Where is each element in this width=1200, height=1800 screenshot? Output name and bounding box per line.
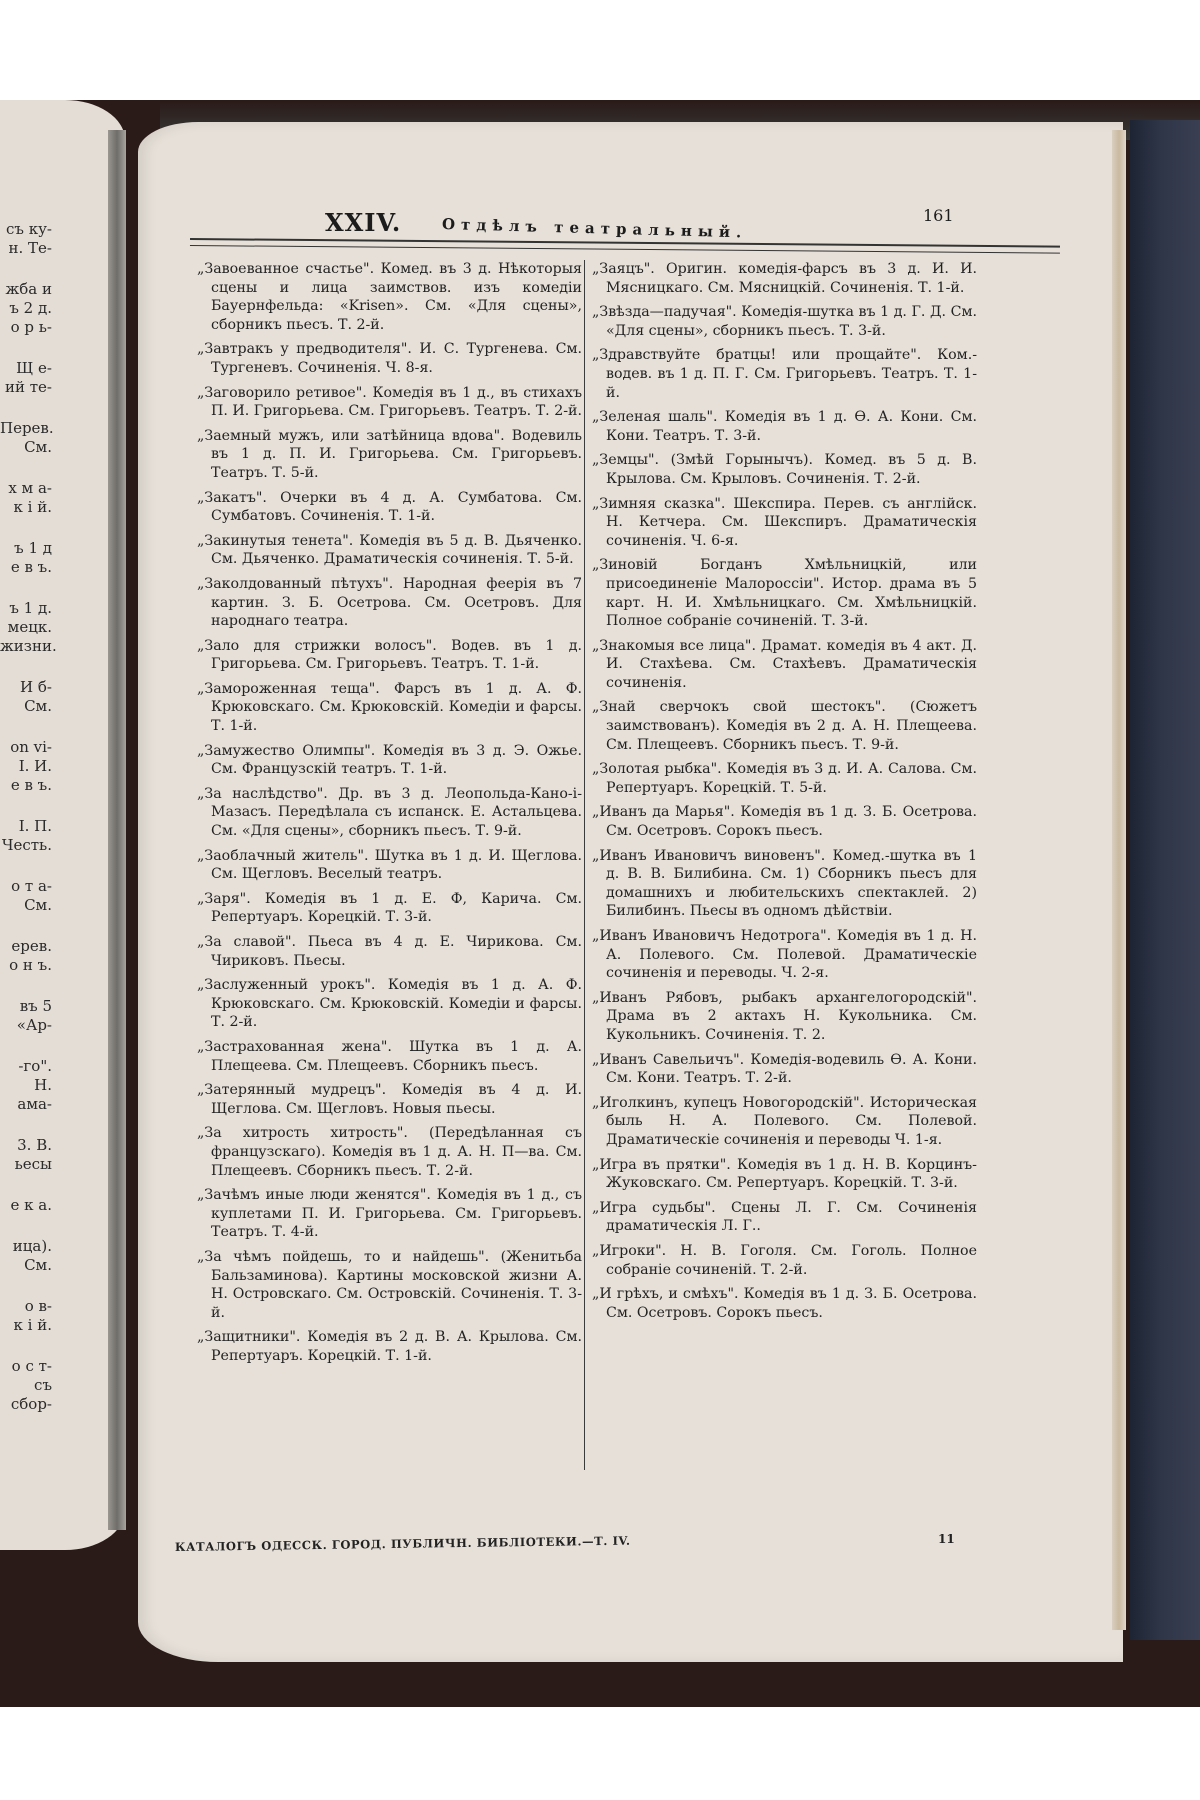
left-page-fragment: е в ъ. [10, 776, 52, 794]
catalog-entry [592, 1199, 977, 1236]
left-page-fragment: е в ъ. [10, 558, 52, 576]
entry-title: „Защитники". [197, 1329, 301, 1346]
entry-title: „Закатъ". [197, 489, 267, 506]
left-page-fragment [0, 855, 52, 877]
entry-title: „Иванъ да Марья". [592, 804, 735, 821]
catalog-entry [197, 680, 582, 736]
entry-title: „Заслуженный урокъ". [197, 977, 376, 994]
entry-description: (Женитьба Бальзаминова). Картины московской жизни А. Н. Островскаго. См. Островскій. Сочиненія. Т. 3-й. [211, 1248, 582, 1321]
catalog-entry [592, 1094, 977, 1150]
left-page-fragment: ица). [12, 1237, 52, 1255]
entry-description: Фарсъ въ 1 д. А. Ф. Крюковскаго. См. Крюковскій. Комедіи и фарсы. Т. 1-й. [211, 680, 582, 735]
left-page-fragment: И б- [20, 678, 52, 696]
entry-description: Комед. въ 3 д. Нѣкоторыя сцены и лица заимствов. изъ комедіи Бауернфельда: «Krisen». См. «Для сцены», сборникъ пьесъ. Т. 2-й. [211, 261, 582, 333]
left-page-fragment: I. П. [18, 817, 52, 835]
entry-title: „Зимняя сказка". [592, 495, 726, 512]
right-column [592, 260, 977, 1328]
catalog-entry [197, 1186, 582, 1242]
entry-description: Очерки въ 4 д. А. Сумбатова. См. Сумбатовъ. Сочиненія. Т. 1-й. [211, 489, 582, 525]
catalog-entry [592, 1242, 977, 1279]
catalog-entry [197, 384, 582, 421]
left-page-fragment [0, 915, 52, 937]
entry-title: „За чѣмъ пойдешь, то и найдешь". [197, 1248, 490, 1265]
left-page [0, 100, 125, 1550]
entry-description: Ком.-водев. въ 1 д. П. Г. См. Григорьевъ. Театръ. Т. 1-й. [606, 347, 978, 401]
left-page-fragment: ъ 1 д. [9, 599, 52, 617]
left-page-fragment: н. Те- [8, 239, 52, 257]
catalog-entry [197, 1124, 582, 1180]
left-page-fragment [0, 1174, 52, 1196]
entry-description: Комедія въ 3 д. И. А. Салова. См. Репертуаръ. Корецкій. Т. 5-й. [606, 761, 977, 796]
entry-description: (Змѣй Горынычъ). Комед. въ 5 д. В. Крылова. См. Крыловъ. Сочиненія. Т. 2-й. [606, 452, 977, 487]
entry-title: „Игра въ прятки". [592, 1156, 731, 1173]
left-page-fragment: съ ку- [6, 220, 52, 238]
catalog-entry [592, 927, 977, 983]
entry-title: „Зачѣмъ иные люди женятся". [197, 1187, 431, 1204]
catalog-entry [592, 495, 977, 551]
left-page-fragment: ерев. [11, 937, 52, 955]
catalog-entry [592, 1051, 977, 1088]
entry-description: Н. В. Гоголя. См. Гоголь. Полное собраніе сочиненій. Т. 2-й. [606, 1242, 977, 1278]
left-page-fragment: ьесы [14, 1155, 52, 1173]
entry-description: Комедія въ 1 д. А. Ф. Крюковскаго. См. Крюковскій. Комедіи и фарсы. Т. 2-й. [211, 977, 582, 1031]
entry-title: „Замужество Олимпы". [197, 742, 376, 759]
catalog-entry [197, 742, 582, 779]
entry-description: Комедія въ 1 д., въ стихахъ П. И. Григорьева. См. Григорьевъ. Театръ. Т. 2-й. [211, 384, 583, 420]
entry-title: „Иванъ Савельичъ". [592, 1051, 745, 1068]
entry-title: „Игроки". [592, 1242, 667, 1259]
entry-description: Комедія въ 2 д. В. А. Крылова. См. Репертуаръ. Корецкій. Т. 1-й. [211, 1329, 582, 1364]
entry-description: Шекспира. Перев. съ англійск. Н. Кетчера. См. Шекспиръ. Драматическія сочиненія. Ч. 6-я. [606, 495, 977, 549]
entry-title: „Застрахованная жена". [197, 1038, 392, 1055]
entry-title: „Заоблачный житель". [197, 847, 369, 864]
entry-description: Драмат. комедія въ 4 акт. Д. И. Стахѣева. См. Стахѣевъ. Драматическія сочиненія. [606, 637, 978, 691]
catalog-entry [592, 803, 977, 840]
left-page-fragment [0, 1215, 52, 1237]
footer-catalog-title: КАТАЛОГЪ ОДЕССК. ГОРОД. ПУБЛИЧН. БИБЛIОТЕКИ.—Т. IV. [174, 1533, 631, 1554]
left-page-fragment [0, 1035, 52, 1057]
page-number: 161 [923, 206, 954, 225]
left-page-fragment: жба и [5, 280, 52, 298]
catalog-entry [197, 847, 582, 884]
left-page-fragment: о с т- [11, 1357, 52, 1375]
entry-description: Комедія въ 1 д. Ѳ. А. Кони. См. Кони. Театръ. Т. 3-й. [606, 409, 977, 444]
catalog-entry [197, 976, 582, 1032]
catalog-entry [197, 340, 582, 377]
entry-title: „Зиновій Богданъ Хмѣльницкій, или присоединеніе Малороссіи". [592, 557, 977, 592]
catalog-entry [197, 1328, 582, 1365]
entry-title: „Знакомыя все лица". [592, 637, 756, 654]
left-page-fragment: ий те- [4, 378, 52, 396]
entry-title: „Завтракъ у предводителя". [197, 341, 412, 358]
entry-title: „Иванъ Рябовъ, рыбакъ архангелогородскій". [592, 989, 977, 1006]
entry-title: „Иголкинъ, купецъ Новогородскій". [592, 1094, 865, 1111]
section-title: Отдѣлъ театральный. [441, 215, 748, 242]
catalog-entry [592, 451, 977, 488]
entry-description: Комедія въ 3 д. Э. Ожье. См. Французскій театръ. Т. 1-й. [211, 742, 582, 778]
left-page-fragment [0, 577, 52, 599]
entry-description: Шутка въ 1 д. А. Плещеева. См. Плещеевъ. Сборникъ пьесъ. [211, 1038, 583, 1074]
left-page-fragment: е к а. [10, 1196, 52, 1214]
entry-description: Комедія-водевиль Ѳ. А. Кони. См. Кони. Театръ. Т. 2-й. [606, 1051, 977, 1087]
entry-description: Народная феерія въ 7 картин. З. Б. Осетрова. См. Осетровъ. Для народнаго театра. [211, 575, 582, 630]
left-page-fragment [0, 258, 52, 280]
left-page-fragment: -го". [18, 1057, 52, 1075]
left-page-fragment: «Ар- [16, 1016, 52, 1034]
entry-title: „Здравствуйте братцы! или прощайте". [592, 347, 922, 364]
left-page-fragment: Щ е- [16, 359, 52, 377]
column-divider [584, 260, 585, 1470]
catalog-entry [592, 637, 977, 693]
entry-title: „Замороженная теща". [197, 680, 380, 697]
entry-description: Комедія-шутка въ 1 д. Г. Д. См. «Для сцены», сборникъ пьесъ. Т. 3-й. [606, 304, 977, 339]
entry-description: Оригин. комедія-фарсъ въ 3 д. И. И. Мясницкаго. См. Мясницкій. Сочиненія. Т. 1-й. [606, 261, 978, 296]
left-page-fragment: Честь. [1, 836, 52, 854]
left-page-fragment: съ [34, 1376, 52, 1394]
left-page-fragment: I. И. [18, 757, 52, 775]
left-page-fragment: См. [24, 1256, 52, 1274]
catalog-entry [592, 260, 977, 297]
entry-description: Комедія въ 1 д. З. Б. Осетрова. См. Осетровъ. Сорокъ пьесъ. [606, 804, 977, 840]
left-page-text-fragments [0, 220, 57, 1414]
left-page-fragment: 3. В. [17, 1136, 52, 1154]
catalog-entry [592, 698, 977, 754]
left-page-fragment: к і й. [13, 498, 52, 516]
entry-title: „Иванъ Ивановичъ Недотрога". [592, 928, 832, 944]
left-page-fragment: сбор- [10, 1395, 52, 1413]
entry-description: Комедія въ 1 д. Н. В. Корцинъ-Жуковскаго. См. Репертуаръ. Корецкій. Т. 3-й. [606, 1156, 977, 1192]
entry-description: Комед.-шутка въ 1 д. В. В. Билибина. См. 1) Сборникъ пьесъ для домашнихъ и любительскихъ спектаклей. 2) Билибинъ. Пьесы въ одномъ дѣйствіи. [606, 847, 978, 920]
entry-title: „Заря". [197, 890, 251, 907]
left-page-fragment [0, 517, 52, 539]
entry-title: „Зало для стрижки волосъ". [197, 637, 437, 654]
entry-description: Комедія въ 4 д. И. Щеглова. См. Щегловъ. Новыя пьесы. [211, 1082, 582, 1117]
book-gutter [108, 130, 126, 1530]
catalog-entry [592, 1156, 977, 1193]
entry-description: Драма въ 2 актахъ Н. Кукольника. См. Кукольникъ. Сочиненія. Т. 2. [606, 1008, 977, 1043]
book-photograph [0, 100, 1200, 1707]
entry-description: И. С. Тургенева. См. Тургеневъ. Сочиненія. Ч. 8-я. [211, 341, 582, 376]
catalog-entry [197, 427, 582, 483]
section-number: XXIV. [325, 208, 402, 237]
left-page-fragment: См. [24, 438, 52, 456]
left-page-fragment: Н. [34, 1076, 52, 1094]
left-page-fragment [0, 1335, 52, 1357]
catalog-entry [197, 1038, 582, 1075]
entry-title: „Закинутыя тенета". [197, 532, 354, 549]
left-page-fragment: on vi- [10, 738, 52, 756]
catalog-entry [592, 847, 977, 921]
catalog-entry [197, 1248, 582, 1322]
entry-description: (Сюжетъ заимствованъ). Комедія въ 2 д. А. Н. Плещеева. См. Плещеевъ. Сборникъ пьесъ. Т. 9-й. [606, 699, 977, 753]
entry-title: „Заколдованный пѣтухъ". [197, 575, 394, 592]
entry-description: Др. въ 3 д. Леопольда-Кано-і-Мазасъ. Передѣлала съ испанск. Е. Астальцева. См. «Для сцены», сборникъ пьесъ. Т. 9-й. [211, 785, 582, 840]
left-page-fragment: ама- [17, 1095, 52, 1113]
catalog-entry [592, 408, 977, 445]
entry-title: „Завоеванное счастье". [197, 261, 375, 277]
left-page-fragment [0, 656, 52, 678]
page-edge [1112, 130, 1126, 1630]
left-page-fragment [0, 795, 52, 817]
entry-title: „Заяцъ". [592, 261, 655, 277]
left-page-fragment: См. [24, 896, 52, 914]
entry-description: Сцены Л. Г. См. Сочиненія драматическія Л. Г.. [606, 1199, 977, 1235]
left-page-fragment [0, 337, 52, 359]
entry-title: „И грѣхъ, и смѣхъ". [592, 1286, 739, 1303]
entry-description: Комедія въ 1 д., съ куплетами П. И. Григорьева. См. Григорьевъ. Театръ. Т. 4-й. [211, 1187, 582, 1241]
left-page-fragment [0, 716, 52, 738]
entry-title: „Золотая рыбка". [592, 761, 722, 778]
entry-description: Историческая быль Н. А. Полевого. См. Полевой. Драматическіе сочиненія и переводы Ч. 1-я. [606, 1094, 977, 1148]
catalog-entry [197, 933, 582, 970]
catalog-entry [197, 1081, 582, 1118]
catalog-entry [197, 532, 582, 569]
entry-description: Шутка въ 1 д. И. Щеглова. См. Щегловъ. Веселый театръ. [211, 847, 582, 883]
catalog-entry [592, 303, 977, 340]
catalog-entry [592, 760, 977, 797]
book-cover-right [1130, 120, 1200, 1640]
entry-description: Водев. въ 1 д. Григорьева. См. Григорьевъ. Театръ. Т. 1-й. [211, 637, 582, 673]
entry-title: „За хитрость хитрость". [197, 1125, 408, 1142]
entry-title: „Земцы". [592, 452, 660, 469]
entry-description: Комедія въ 1 д. Е. Ф, Карича. См. Репертуаръ. Корецкій. Т. 3-й. [211, 890, 582, 926]
footer-signature-mark: 11 [938, 1532, 955, 1546]
left-page-fragment: о н ъ. [9, 956, 52, 974]
entry-description: Комедія въ 1 д. Н. А. Полевого. См. Полевой. Драматическіе сочиненія и переводы. Ч. 2-я. [606, 928, 977, 982]
entry-title: „Зеленая шаль". [592, 409, 718, 426]
left-column [197, 260, 582, 1371]
left-page-fragment [0, 457, 52, 479]
left-page-fragment: жизни. [0, 637, 57, 655]
entry-title: „Знай сверчокъ свой шестокъ". [592, 699, 886, 716]
entry-title: „Игра судьбы". [592, 1199, 716, 1216]
entry-title: „Звѣзда—падучая". [592, 304, 737, 321]
catalog-entry [592, 556, 977, 630]
left-page-fragment: ъ 1 д [14, 539, 52, 557]
left-page-fragment [0, 397, 52, 419]
entry-description: Водевиль въ 1 д. П. И. Григорьева. См. Григорьевъ. Театръ. Т. 5-й. [211, 427, 583, 481]
catalog-entry [592, 1285, 977, 1322]
entry-description: Комедія въ 5 д. В. Дьяченко. См. Дьяченко. Драматическія сочиненія. Т. 5-й. [211, 532, 582, 568]
left-page-fragment: въ 5 [19, 997, 52, 1015]
page-footer [174, 1532, 975, 1570]
left-page-fragment: к і й. [13, 1316, 52, 1334]
catalog-entry [197, 890, 582, 927]
left-page-fragment: о р ь- [10, 318, 52, 336]
left-page-fragment: мецк. [7, 618, 52, 636]
entry-title: „Заговорило ретивое". [197, 384, 367, 401]
catalog-entry [197, 637, 582, 674]
left-page-fragment [0, 1275, 52, 1297]
catalog-entry [592, 346, 977, 402]
left-page-fragment: ъ 2 д. [9, 299, 52, 317]
entry-title: „За славой". [197, 934, 296, 950]
entry-description: Комедія въ 1 д. З. Б. Осетрова. См. Осетровъ. Сорокъ пьесъ. [606, 1286, 977, 1321]
entry-title: „Заемный мужъ, или затѣйница вдова". [197, 427, 505, 444]
left-page-fragment: См. [24, 697, 52, 715]
catalog-entry [197, 575, 582, 631]
left-page-fragment: х м а- [8, 479, 52, 497]
entry-title: „За наслѣдство". [197, 785, 328, 802]
catalog-entry [592, 989, 977, 1045]
entry-title: „Затерянный мудрецъ". [197, 1082, 387, 1099]
left-page-fragment [0, 1114, 52, 1136]
left-page-fragment: о т а- [11, 877, 52, 895]
catalog-entry [197, 489, 582, 526]
catalog-entry [197, 260, 582, 334]
entry-description: Истор. драма въ 5 карт. Н. И. Хмѣльницкаго. См. Хмѣльницкій. Полное собраніе сочиненій. Т. 3-й. [606, 575, 977, 630]
left-page-fragment: о в- [24, 1297, 52, 1315]
catalog-entry [197, 785, 582, 841]
entry-title: „Иванъ Ивановичъ виновенъ". [592, 847, 826, 864]
entry-description: Пьеса въ 4 д. Е. Чирикова. См. Чириковъ. Пьесы. [211, 934, 582, 969]
left-page-fragment: Перев. [0, 419, 54, 437]
entry-description: (Передѣланная съ французскаго). Комедія въ 1 д. А. Н. П—ва. См. Плещеевъ. Сборникъ пьесъ. Т. 2-й. [211, 1125, 582, 1179]
left-page-fragment [0, 975, 52, 997]
